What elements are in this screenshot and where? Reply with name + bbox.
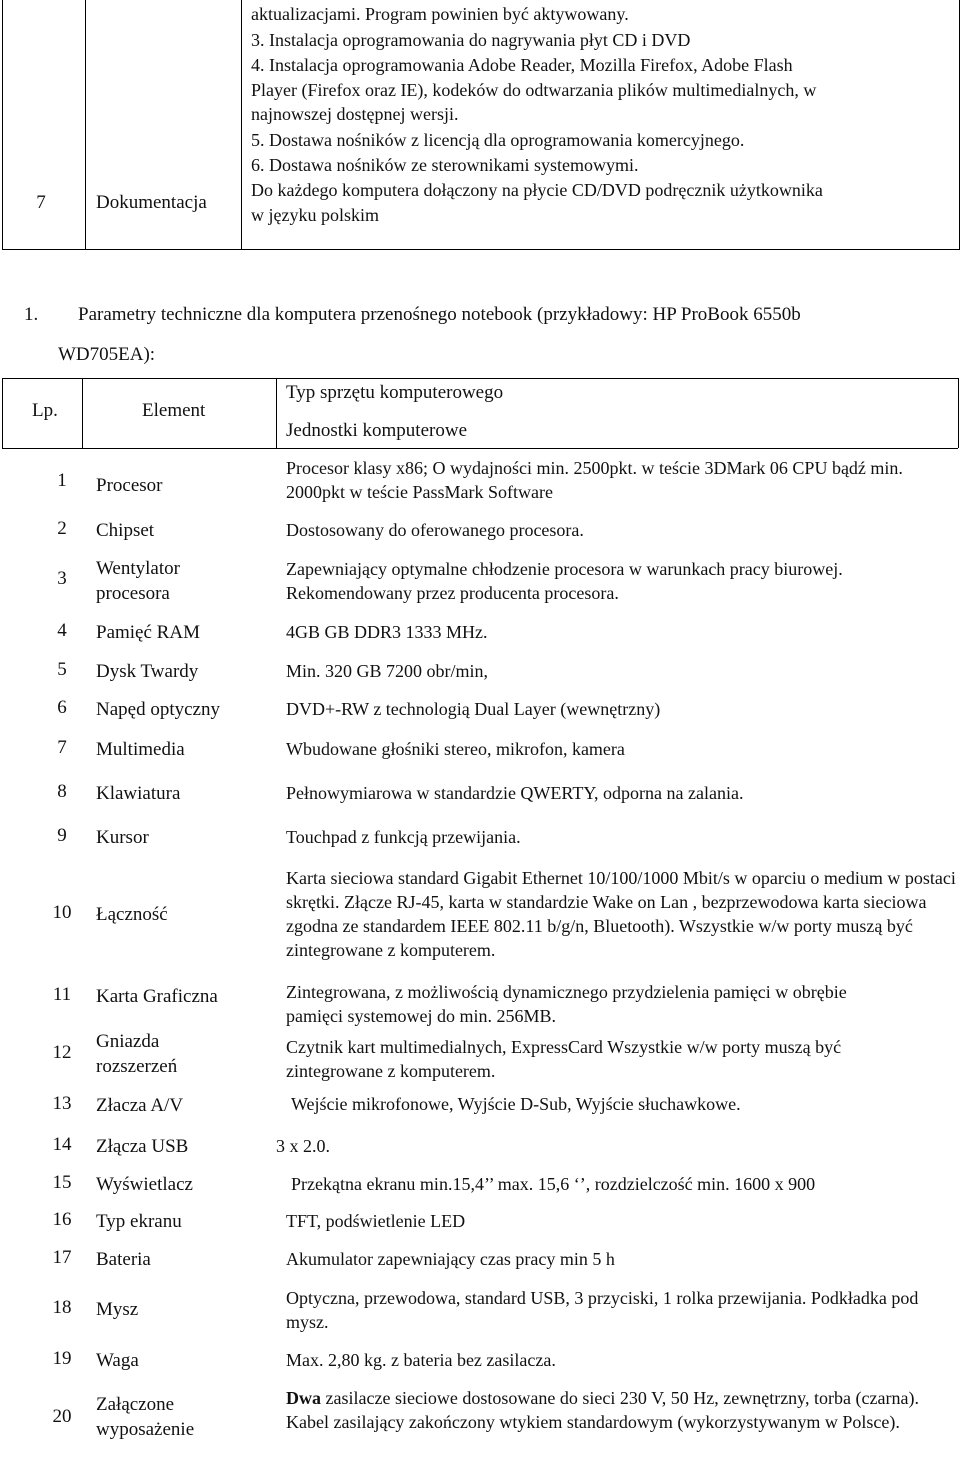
row-element: Łączność [96, 904, 168, 925]
header-element: Element [142, 400, 206, 421]
row-desc: Akumulator zapewniający czas pracy min 5 h [286, 1249, 615, 1269]
row-num: 14 [52, 1134, 72, 1155]
row-element: Wyświetlacz [96, 1174, 193, 1195]
header-type: Typ sprzętu komputerowego [286, 382, 504, 403]
section-title: Parametry techniczne dla komputera przenośnego notebook (przykładowy: HP ProBook 6550b [78, 304, 801, 325]
row-element: Procesor [96, 475, 163, 496]
row-element: Złacza A/V [96, 1095, 184, 1116]
row-num: 9 [57, 825, 67, 846]
row-element: Kursor [96, 827, 149, 848]
header-units: Jednostki komputerowe [286, 420, 468, 441]
row-element: Pamięć RAM [96, 622, 200, 643]
row-desc [286, 1386, 936, 1434]
row-number: 7 [36, 192, 46, 213]
row-element: Załączone wyposażenie [96, 1394, 195, 1440]
row-num: 12 [52, 1042, 72, 1063]
row-num: 4 [57, 620, 67, 641]
row-element: Dysk Twardy [96, 661, 199, 682]
row-desc-text: zasilacze sieciowe dostosowane do sieci 230 V, 50 Hz, zewnętrzny, torba (czarna). Kabel zasilający zakończony wtykiem standardowym (wykorzystywanym w Polsce). [286, 1388, 919, 1432]
row-element: Multimedia [96, 739, 185, 760]
row-desc: Min. 320 GB 7200 obr/min, [286, 661, 489, 681]
doc-line: 3. Instalacja oprogramowania do nagrywania płyt CD i DVD [251, 30, 691, 50]
row-element: Klawiatura [96, 783, 181, 804]
doc-line: 6. Dostawa nośników ze sterownikami systemowymi. [251, 155, 639, 175]
row-label: Dokumentacja [96, 192, 207, 213]
row-num: 11 [52, 984, 72, 1005]
row-num: 5 [57, 659, 67, 680]
row-desc: 4GB GB DDR3 1333 MHz. [286, 622, 488, 642]
row-element: Wentylator procesora [96, 558, 180, 604]
doc-line: najnowszej dostępnej wersji. [251, 104, 459, 124]
row-desc: 3 x 2.0. [276, 1136, 330, 1156]
row-desc: Przekątna ekranu min.15,4’’ max. 15,6 ‘’, rozdzielczość min. 1600 x 900 [291, 1174, 816, 1194]
section-number: 1. [24, 304, 39, 325]
header-lp: Lp. [32, 400, 58, 421]
row-element: Bateria [96, 1249, 151, 1270]
row-num: 3 [57, 568, 67, 589]
doc-line: aktualizacjami. Program powinien być aktywowany. [251, 4, 629, 24]
row-num: 10 [52, 902, 72, 923]
row-desc-bold: Dwa [286, 1388, 321, 1408]
row-num: 20 [52, 1406, 72, 1427]
row-desc: TFT, podświetlenie LED [286, 1211, 466, 1231]
row-desc: Wejście mikrofonowe, Wyjście D-Sub, Wyjście słuchawkowe. [291, 1094, 741, 1114]
row-element: Chipset [96, 520, 155, 541]
row-num: 16 [52, 1209, 72, 1230]
row-desc: Wbudowane głośniki stereo, mikrofon, kamera [286, 739, 625, 759]
row-desc: Zapewniający optymalne chłodzenie procesora w warunkach pracy biurowej. Rekomendowany przez producenta procesora. [286, 559, 843, 603]
row-element: Gniazda rozszerzeń [96, 1031, 178, 1077]
row-num: 18 [52, 1297, 72, 1318]
row-num: 15 [52, 1172, 72, 1193]
row-desc: Pełnowymiarowa w standardzie QWERTY, odporna na zalania. [286, 783, 744, 803]
doc-line: 4. Instalacja oprogramowania Adobe Reader, Mozilla Firefox, Adobe Flash [251, 55, 793, 75]
row-desc: Czytnik kart multimedialnych, ExpressCard Wszystkie w/w porty muszą być zintegrowane z komputerem. [286, 1037, 842, 1081]
doc-line: w języku polskim [251, 205, 379, 225]
row-element: Mysz [96, 1299, 139, 1320]
row-num: 6 [57, 697, 67, 718]
row-desc: Dostosowany do oferowanego procesora. [286, 520, 584, 540]
row-num: 19 [52, 1348, 72, 1369]
section-title-cont: WD705EA): [58, 344, 156, 365]
row-num: 13 [52, 1093, 72, 1114]
doc-line: Do każdego komputera dołączony na płycie CD/DVD podręcznik użytkownika [251, 180, 823, 200]
row-num: 2 [57, 518, 67, 539]
row-element: Napęd optyczny [96, 699, 220, 720]
row-element: Karta Graficzna [96, 986, 218, 1007]
row-desc: DVD+-RW z technologią Dual Layer (wewnętrzny) [286, 699, 661, 719]
row-num: 1 [57, 470, 67, 491]
row-element: Typ ekranu [96, 1211, 182, 1232]
row-desc: Procesor klasy x86; O wydajności min. 2500pkt. w teście 3DMark 06 CPU bądź min. 2000pkt w teście PassMark Software [286, 458, 903, 502]
row-num: 7 [57, 737, 67, 758]
row-desc: Touchpad z funkcją przewijania. [286, 827, 521, 847]
row-element: Waga [96, 1350, 139, 1371]
doc-line: Player (Firefox oraz IE), kodeków do odtwarzania plików multimedialnych, w [251, 80, 817, 100]
row-desc: Optyczna, przewodowa, standard USB, 3 przyciski, 1 rolka przewijania. Podkładka pod mysz. [286, 1288, 919, 1332]
row-desc: Zintegrowana, z możliwością dynamicznego przydzielenia pamięci w obrębie pamięci systemowej do min. 256MB. [286, 982, 847, 1026]
row-num: 17 [52, 1247, 72, 1268]
row-desc: Karta sieciowa standard Gigabit Ethernet 10/100/1000 Mbit/s w oparciu o medium w postaci skrętki. Złącze RJ-45, karta w standardzie Wake on Lan , bezprzewodowa karta sieciowa zgodna ze standardem IEEE 802.11 b/g/n, Bluetooth). Wszystkie w/w porty muszą być zintegrowane z komputerem. [286, 868, 956, 960]
row-desc: Max. 2,80 kg. z bateria bez zasilacza. [286, 1350, 556, 1370]
row-element: Złącza USB [96, 1136, 189, 1157]
row-num: 8 [57, 781, 67, 802]
doc-line: 5. Dostawa nośników z licencją dla oprogramowania komercyjnego. [251, 130, 745, 150]
